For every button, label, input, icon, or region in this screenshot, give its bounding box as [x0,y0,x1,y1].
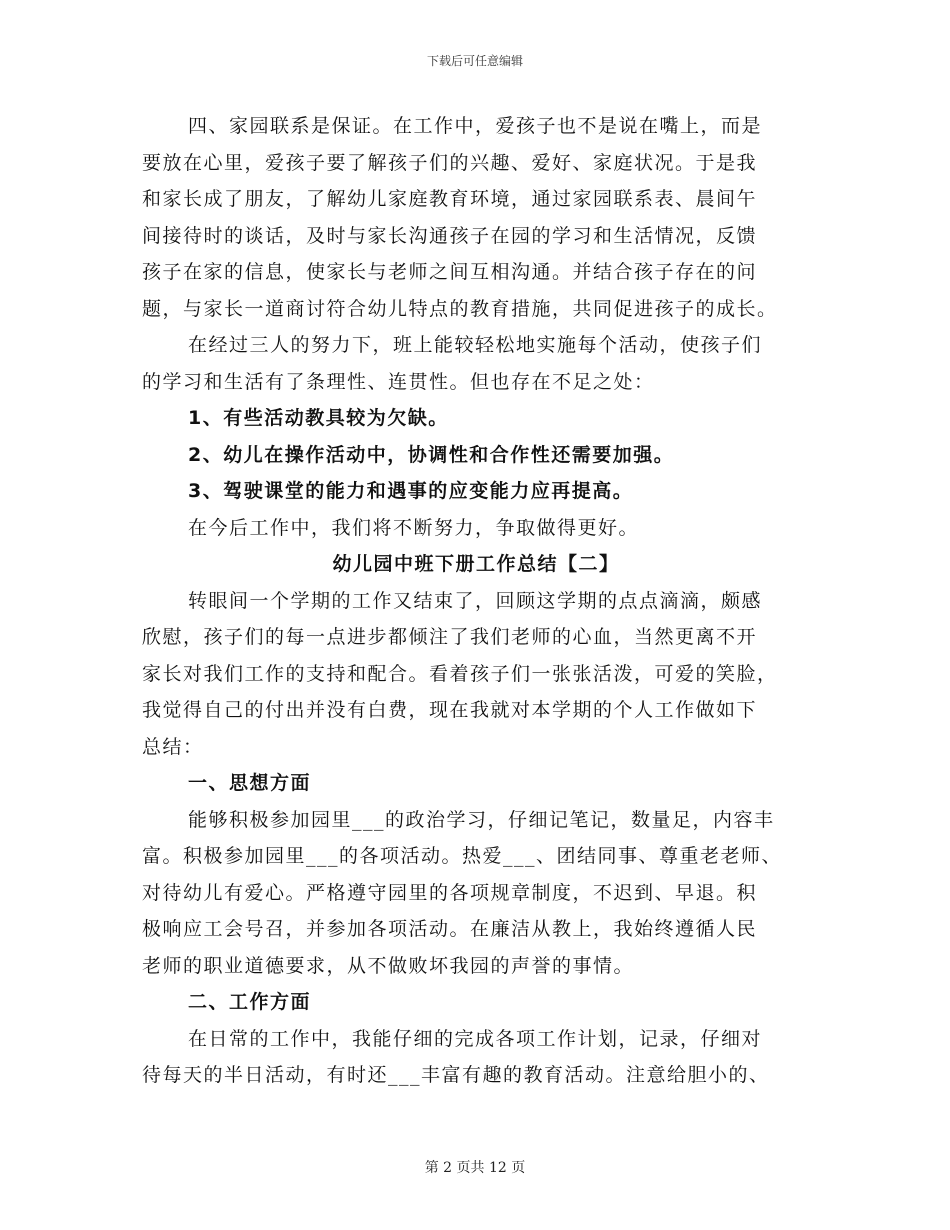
body-line: 总结： [142,735,204,758]
body-line: 的学习和生活有了条理性、连贯性。但也存在不足之处： [142,370,655,393]
page-header: 下载后可任意编辑 [426,54,523,68]
body-line: 能够积极参加园里___的政治学习，仔细记笔记，数量足，内容丰 [188,808,775,831]
list-item-bold: 2、幼儿在操作活动中，协调性和合作性还需要加强。 [188,443,675,466]
body-line: 待每天的半日活动，有时还___丰富有趣的教育活动。注意给胆小的、 [142,1064,770,1086]
body-line: 富。积极参加园里___的各项活动。热爱___、团结同事、尊重老老师、 [142,845,783,867]
subsection-heading: 二、工作方面 [188,991,312,1013]
section-title: 幼儿园中班下册工作总结【二】 [332,553,620,575]
body-line: 要放在心里，爱孩子要了解孩子们的兴趣、爱好、家庭状况。于是我 [142,151,758,174]
body-line: 孩子在家的信息，使家长与老师之间互相沟通。并结合孩子存在的问 [142,261,758,283]
body-line: 四、家园联系是保证。在工作中，爱孩子也不是说在嘴上，而是 [188,115,763,137]
body-line: 间接待时的谈话，及时与家长沟通孩子在园的学习和生活情况，反馈 [142,224,758,247]
body-line: 欣慰，孩子们的每一点进步都倾注了我们老师的心血，当然更离不开 [142,626,758,648]
subsection-heading: 一、思想方面 [188,772,312,794]
body-line: 在今后工作中，我们将不断努力，争取做得更好。 [188,516,640,539]
body-line: 极响应工会号召，并参加各项活动。在廉洁从教上，我始终遵循人民 [142,918,758,940]
list-item-bold: 3、驾驶课堂的能力和遇事的应变能力应再提高。 [188,480,634,502]
body-line: 在经过三人的努力下，班上能较轻松地实施每个活动，使孩子们 [188,334,763,356]
body-line: 家长对我们工作的支持和配合。看着孩子们一张张活泼，可爱的笑脸， [142,662,778,685]
page-footer: 第 2 页共 12 页 [424,1160,526,1176]
body-line: 和家长成了朋友，了解幼儿家庭教育环境，通过家园联系表、晨间午 [142,188,758,210]
body-line: 转眼间一个学期的工作又结束了，回顾这学期的点点滴滴，颇感 [188,589,763,612]
body-line: 我觉得自己的付出并没有白费，现在我就对本学期的个人工作做如下 [142,699,758,721]
body-line: 老师的职业道德要求，从不做败坏我园的声誉的事情。 [142,954,635,977]
body-line: 在日常的工作中，我能仔细的完成各项工作计划，记录，仔细对 [188,1027,763,1050]
list-item-bold: 1、有些活动教具较为欠缺。 [188,407,449,429]
body-line: 对待幼儿有爱心。严格遵守园里的各项规章制度，不迟到、早退。积 [142,881,758,904]
document-body [142,108,810,1094]
body-line: 题，与家长一道商讨符合幼儿特点的教育措施，共同促进孩子的成长。 [142,297,778,320]
